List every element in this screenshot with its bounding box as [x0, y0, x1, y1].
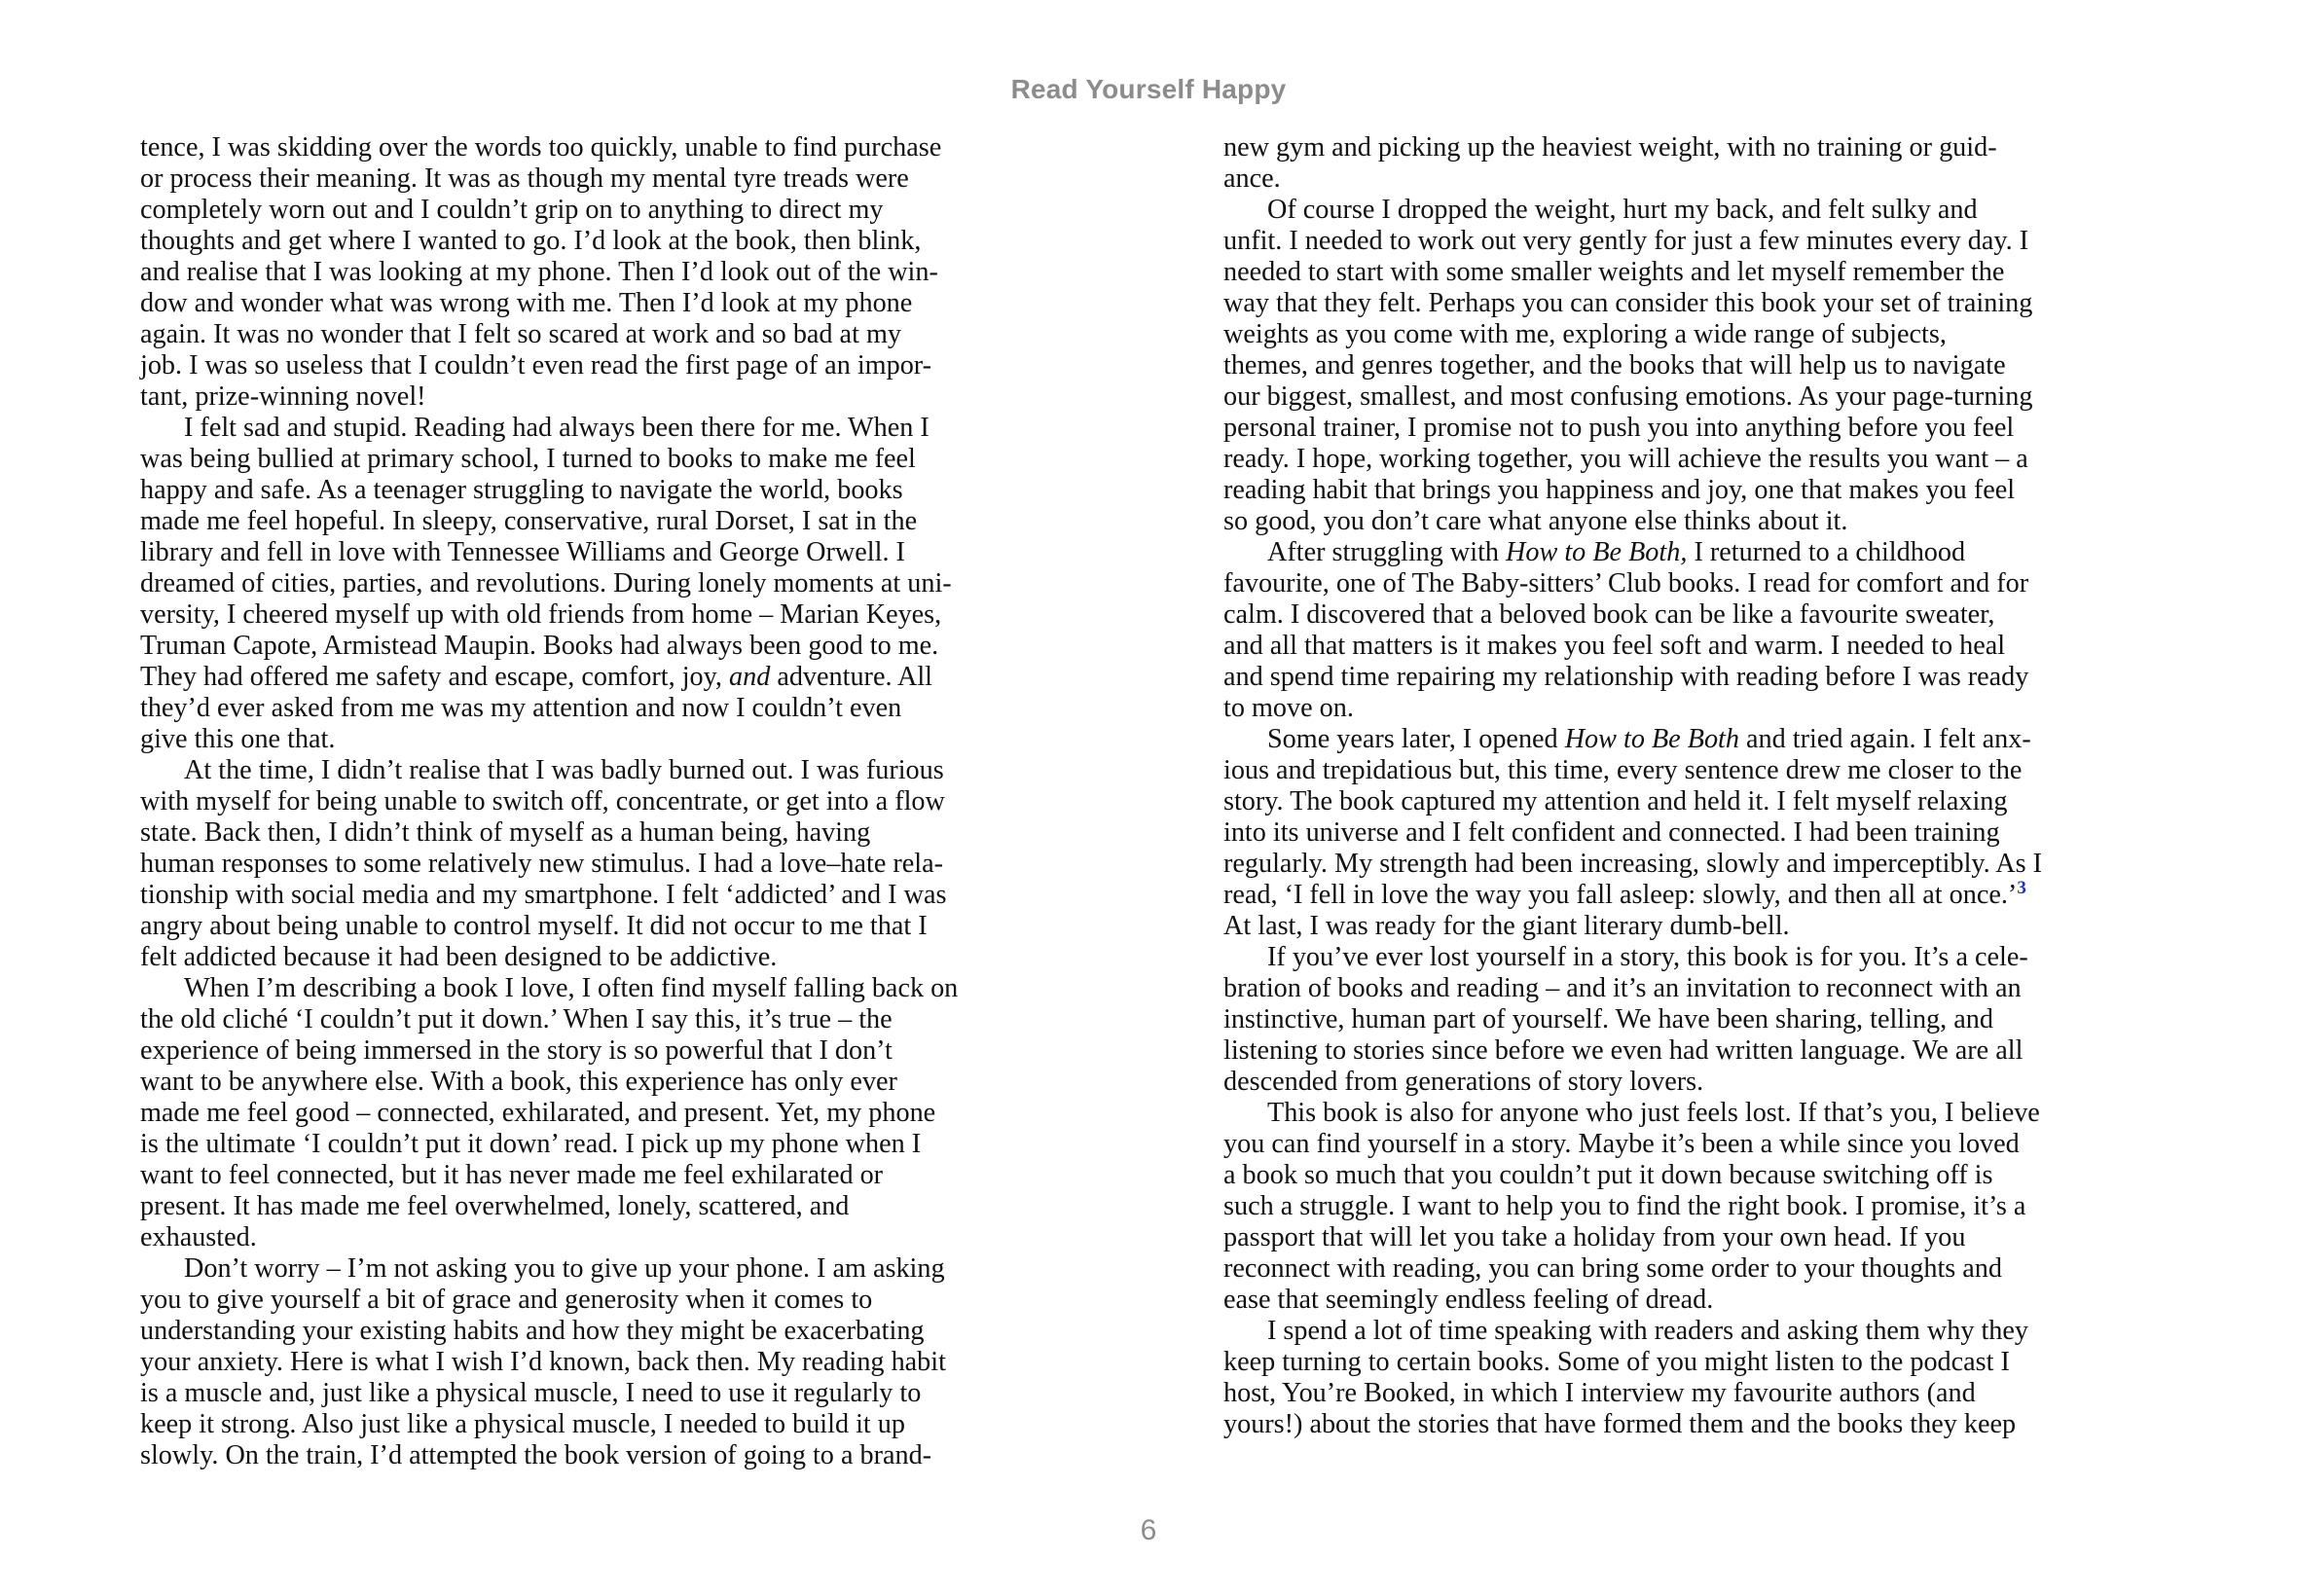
right-page-column — [1223, 132, 2158, 1440]
italic-text: and — [729, 662, 771, 692]
paragraph-text: After struggling with — [1267, 537, 1507, 567]
paragraph — [140, 413, 1075, 755]
paragraph-text: adventure. All they’d ever asked from me was my attention and now I couldn’t even give this one that. — [140, 662, 933, 754]
paragraph: Don’t worry – I’m not asking you to give up your phone. I am asking you to give yourself a bit of grace and generosity when it comes to understanding your existing habits and how they might be exacerbating your anxiety. Here is what I wish I’d known, back then. My reading habit is a muscle and, just like a physical muscle, I need to use it regularly to keep it strong. Also just like a physical muscle, I needed to build it up slowly. On the train, I’d attempted the book version of going to a brand- — [140, 1253, 946, 1470]
paragraph: new gym and picking up the heaviest weight, with no training or guid- ance. — [1223, 132, 1997, 194]
left-page-column — [140, 132, 1075, 1471]
paragraph-text: Some years later, I opened — [1267, 724, 1565, 754]
paragraph: Of course I dropped the weight, hurt my back, and felt sulky and unfit. I needed to work out very gently for just a few minutes every day. I needed to start with some smaller weights and let myself remember the way that they felt. Perhaps you can consider this book your set of training weights as you come with me, exploring a wide range of subjects, themes, and genres together, and the books that will help us to navigate our biggest, smallest, and most confusing emotions. As your page-turning personal trainer, I promise not to push you into anything before you feel ready. I hope, working together, you will achieve the results you want – a reading habit that brings you happiness and joy, one that makes you feel so good, you don’t care what anyone else thinks about it. — [1223, 195, 2033, 536]
italic-book-title: How to Be Both — [1564, 724, 1739, 754]
paragraph: At the time, I didn’t realise that I was badly burned out. I was furious with myself for being unable to switch off, concentrate, or get into a flow state. Back then, I didn’t think of myself as a human being, having human responses to some relatively new stimulus. I had a love–hate rela- tionship with social media and my smartphone. I felt ‘addicted’ and I was angry about being unable to control myself. It did not occur to me that I felt addicted because it had been designed to be addictive. — [140, 755, 947, 972]
book-title: Read Yourself Happy — [1010, 74, 1287, 104]
paragraph-text: I felt sad and stupid. Reading had always been there for me. When I was being bullied at primary school, I turned to books to make me feel happy and safe. As a teenager struggling to navigate the world, books made me feel hopeful. In sleepy, conservative, rural Dorset, I sat in the library and fell in love with Tennessee Williams and George Orwell. I dreamed of cities, parties, and revolutions. During lonely moments at uni- versity, I cheered myself up with old friends from home – Marian Keyes, Truman Capote, Armistead Maupin. Books had always been good to me. They had offered me safety and escape, comfort, joy, — [140, 413, 952, 692]
paragraph: I spend a lot of time speaking with readers and asking them why they keep turning to certain books. Some of you might listen to the podcast I host, You’re Booked, in which I interview my favourite authors (and yours!) about the stories that have formed them and the books they keep — [1223, 1316, 2029, 1439]
footnote-link[interactable]: 3 — [2017, 878, 2026, 898]
paragraph — [1223, 724, 2158, 942]
page-number: 6 — [1140, 1514, 1157, 1546]
paragraph — [1223, 537, 2158, 724]
paragraph-text: and tried again. I felt anx- ious and trepidatious but, this time, every sentence drew me closer to the story. The book captured my attention and held it. I felt myself relaxing into its universe and I felt confident and connected. I had been training regularly. My strength had been increasing, slowly and imperceptibly. As I read, ‘I fell in love the way you fall asleep: slowly, and then all at once.’ — [1223, 724, 2042, 910]
paragraph: When I’m describing a book I love, I often find myself falling back on the old cliché ‘I couldn’t put it down.’ When I say this, it’s true – the experience of being immersed in the story is so powerful that I don’t want to be anywhere else. With a book, this experience has only ever made me feel good – connected, exhilarated, and present. Yet, my phone is the ultimate ‘I couldn’t put it down’ read. I pick up my phone when I want to feel connected, but it has never made me feel exhilarated or present. It has made me feel overwhelmed, lonely, scattered, and exhausted. — [140, 973, 959, 1252]
paragraph-text: At last, I was ready for the giant literary dumb-bell. — [1223, 911, 1790, 941]
italic-book-title: How to Be Both, — [1506, 537, 1688, 567]
paragraph: tence, I was skidding over the words too quickly, unable to find purchase or process their meaning. It was as though my mental tyre treads were completely worn out and I couldn’t grip on to anything to direct my thoughts and get where I wanted to go. I’d look at the book, then blink, and realise that I was looking at my phone. Then I’d look out of the win- dow and wonder what was wrong with me. Then I’d look at my phone again. It was no wonder that I felt so scared at work and so bad at my job. I was so useless that I couldn’t even read the first page of an impor- tant, prize-winning novel! — [140, 132, 942, 412]
paragraph-text: I returned to a childhood favourite, one of The Baby-sitters’ Club books. I read for comfort and for calm. I discovered that a beloved book can be like a favourite sweater, and all that matters is it makes you feel soft and warm. I needed to heal and spend time repairing my relationship with reading before I was ready to move on. — [1223, 537, 2029, 723]
paragraph: If you’ve ever lost yourself in a story, this book is for you. It’s a cele- bration of books and reading – and it’s an invitation to reconnect with an instinctive, human part of yourself. We have been sharing, telling, and listening to stories since before we even had written language. We are all descended from generations of story lovers. — [1223, 942, 2028, 1097]
paragraph: This book is also for anyone who just feels lost. If that’s you, I believe you can find yourself in a story. Maybe it’s been a while since you loved a book so much that you couldn’t put it down because switching off is such a struggle. I want to help you to find the right book. I promise, it’s a passport that will let you take a holiday from your own head. If you reconnect with reading, you can bring some order to your thoughts and ease that seemingly endless feeling of dread. — [1223, 1098, 2040, 1315]
